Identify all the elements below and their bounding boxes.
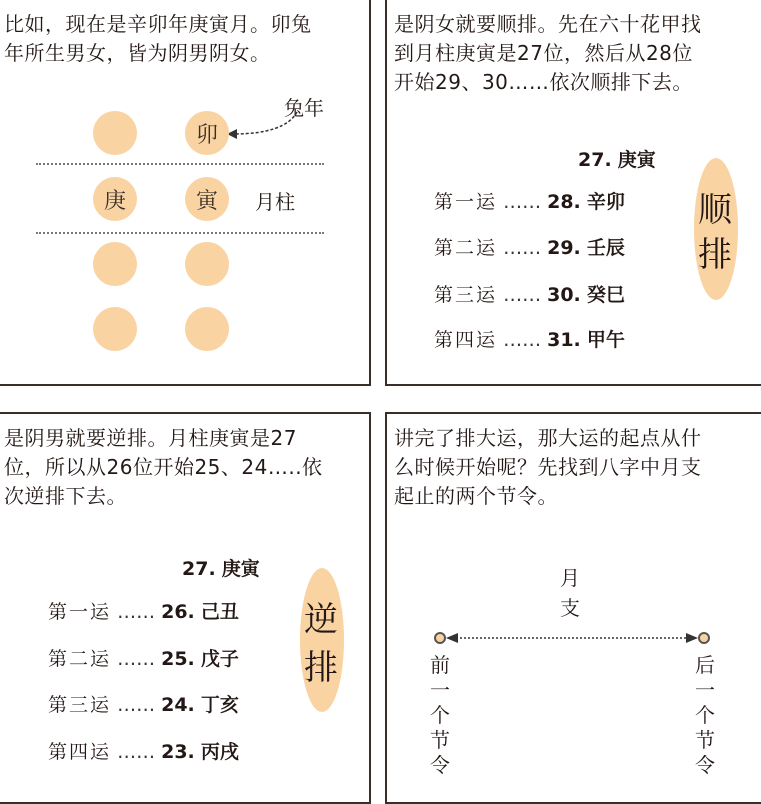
panel4-text-line-1: 讲完了排大运，那大运的起点从什 [394,426,702,450]
empty-pillar-circle [93,111,137,155]
previous-solar-term-label [429,653,451,778]
forward-order-char-1: 顺 [698,190,732,230]
luck-row [434,233,625,260]
start-ganzhi: 庚寅 [221,558,260,580]
label-char: 节 [695,728,715,752]
leader-dots: …… [117,601,156,623]
pillar-number: 26. [161,601,195,623]
luck-label: 第二运 [48,648,112,670]
label-char: 前 [430,653,450,677]
panel4-text-line-2: 么时候开始呢？先找到八字中月支 [394,455,702,479]
label-char: 令 [695,753,715,777]
luck-row [48,690,239,717]
divider-line [36,232,324,234]
panel3-text-line-1: 是阴男就要逆排。月柱庚寅是27 [4,426,297,450]
pillar-number: 24. [161,694,195,716]
luck-label: 第四运 [48,741,112,763]
panel2-text-line-3: 开始29、30……依次顺排下去。 [394,70,693,94]
pillar-number: 30. [547,284,581,306]
luck-row [434,187,625,214]
luck-row [434,325,625,352]
pillar-ganzhi: 己丑 [200,601,239,623]
panel4-text-line-3: 起止的两个节令。 [394,484,558,508]
leader-dots: …… [117,741,156,763]
panel2-text-line-2: 到月柱庚寅是27位，然后从28位 [394,41,693,65]
label-char: 节 [430,728,450,752]
reverse-order-oval [300,568,344,712]
rabbit-year-arrow [225,108,305,143]
leader-dots: …… [503,284,542,306]
luck-label: 第一运 [48,601,112,623]
reverse-order-char-2: 排 [304,648,338,688]
label-char: 个 [430,703,450,727]
pillar-ganzhi: 戊子 [200,648,239,670]
empty-pillar-circle [93,307,137,351]
luck-label: 第三运 [434,284,498,306]
pillar-ganzhi: 癸巳 [586,284,625,306]
start-number: 27. [578,149,612,171]
pillar-ganzhi: 壬辰 [586,237,625,259]
leader-dots: …… [117,694,156,716]
pillar-number: 28. [547,191,581,213]
forward-order-char-2: 排 [698,235,732,275]
leader-dots: …… [117,648,156,670]
empty-pillar-circle [185,242,229,286]
year-branch-circle: 卯 [185,111,229,155]
divider-line [36,163,324,165]
start-ganzhi: 庚寅 [617,149,656,171]
month-branch-circle: 寅 [185,177,229,221]
pillar-ganzhi: 丙戌 [200,741,239,763]
month-pillar-label: 月柱 [255,190,295,214]
pillar-ganzhi: 甲午 [586,329,625,351]
label-char: 令 [430,753,450,777]
panel3-text-line-2: 位，所以从26位开始25、24…..依 [4,455,323,479]
leader-dots: …… [503,237,542,259]
luck-row [434,280,625,307]
label-char: 一 [695,678,715,702]
empty-pillar-circle [185,307,229,351]
month-branch-char-1: 月 [560,566,580,590]
luck-label: 第二运 [434,237,498,259]
rabbit-year-label: 兔年 [284,96,324,120]
reverse-order-char-1: 逆 [304,600,338,640]
luck-row [48,737,239,764]
label-char: 个 [695,703,715,727]
month-branch-label [559,563,581,623]
luck-row [48,644,239,671]
pillar-ganzhi: 丁亥 [200,694,239,716]
month-stem-circle: 庚 [93,177,137,221]
next-solar-term-label [694,653,716,778]
panel3-text-line-3: 次逆排下去。 [4,484,127,508]
panel2-text-line-1: 是阴女就要顺排。先在六十花甲找 [394,12,702,36]
label-char: 一 [430,678,450,702]
start-number: 27. [182,558,216,580]
empty-pillar-circle [93,242,137,286]
leader-dots: …… [503,191,542,213]
start-pillar-row [182,554,260,581]
month-branch-char-2: 支 [560,596,580,620]
luck-label: 第三运 [48,694,112,716]
start-pillar-row [578,145,656,172]
luck-row [48,597,239,624]
luck-label: 第一运 [434,191,498,213]
label-char: 后 [695,653,715,677]
pillar-ganzhi: 辛卯 [586,191,625,213]
pillar-number: 31. [547,329,581,351]
double-arrow [444,628,700,648]
panel1-text-line-2: 年所生男女，皆为阴男阴女。 [4,41,271,65]
pillar-number: 29. [547,237,581,259]
luck-label: 第四运 [434,329,498,351]
pillar-number: 25. [161,648,195,670]
leader-dots: …… [503,329,542,351]
panel1-text-line-1: 比如，现在是辛卯年庚寅月。卯兔 [4,12,312,36]
pillar-number: 23. [161,741,195,763]
